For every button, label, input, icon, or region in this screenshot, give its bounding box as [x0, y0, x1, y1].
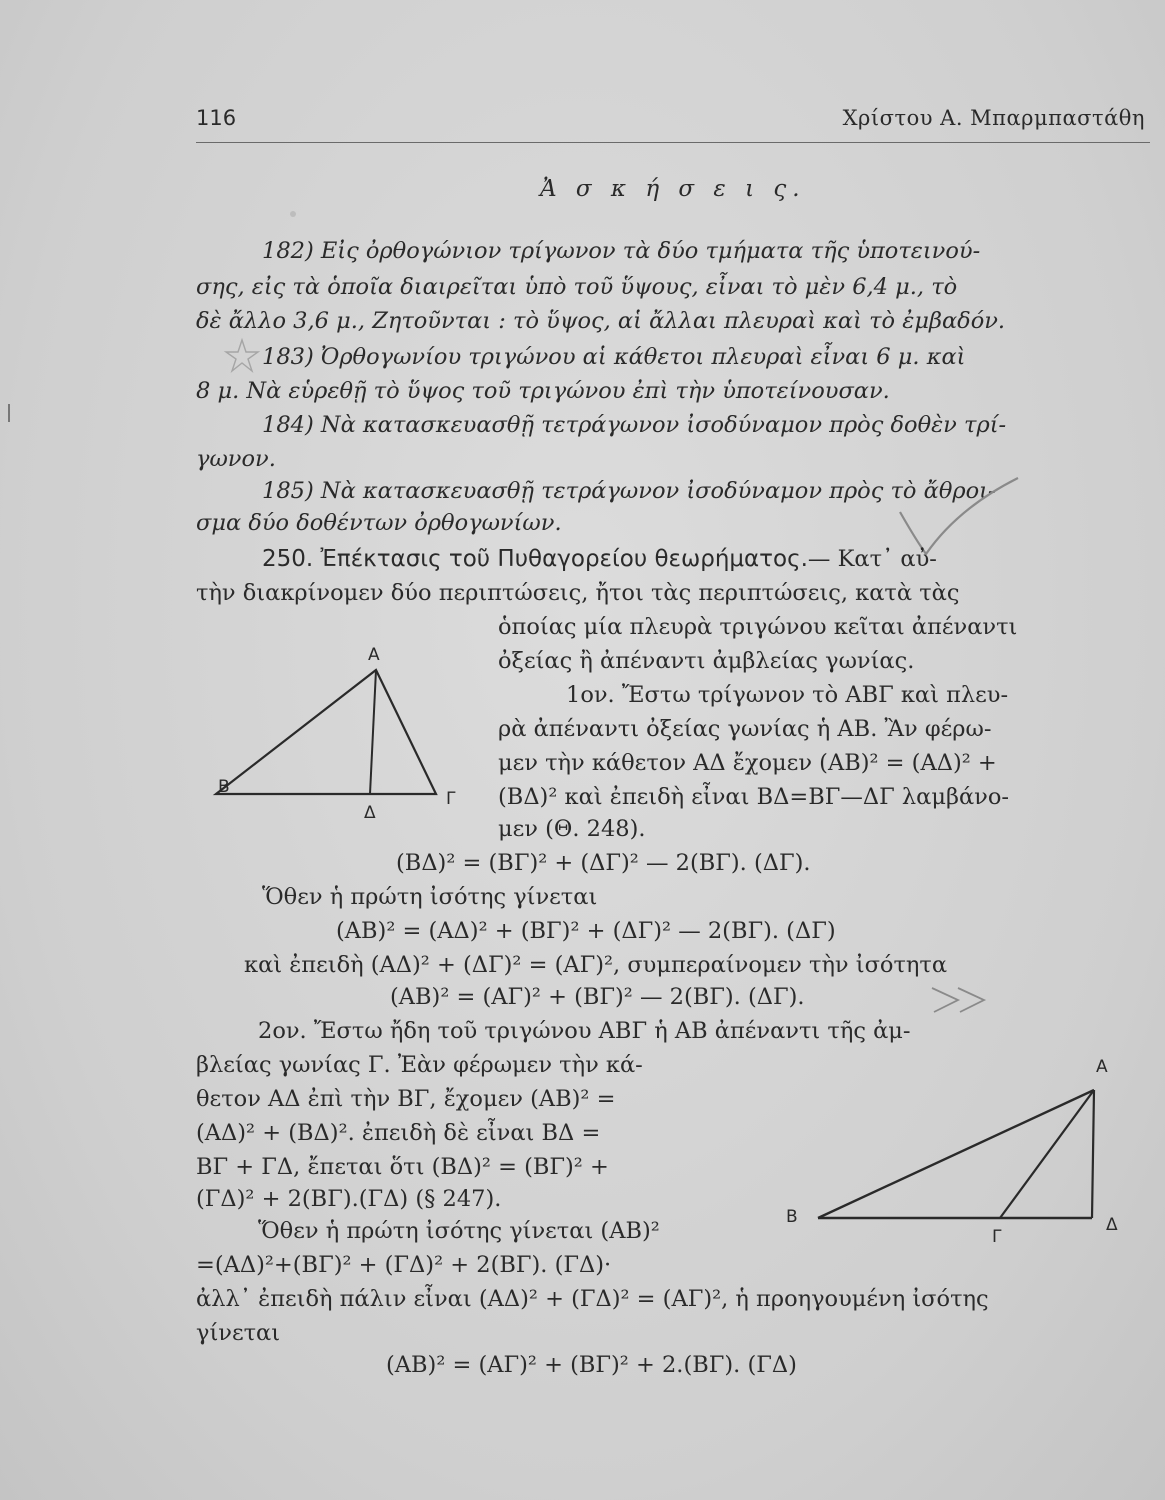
equation-acute-result: (ΑΒ)² = (ΑΓ)² + (ΒΓ)² — 2(ΒΓ). (ΔΓ). [390, 984, 805, 1010]
body-line: ὀξείας ἢ ἀπέναντι ἀμβλείας γωνίας. [498, 648, 915, 674]
section-250-heading: 250. Ἐπέκτασις τοῦ Πυθαγορείου θεωρήματος. [262, 546, 808, 572]
equation-obtuse-result: (ΑΒ)² = (ΑΓ)² + (ΒΓ)² + 2.(ΒΓ). (ΓΔ) [386, 1352, 797, 1378]
section-250-heading-tail: — Κατ᾽ αὐ- [807, 546, 937, 572]
exercise-182-line-2: σης, εἰς τὰ ὁποῖα διαιρεῖται ὑπὸ τοῦ ὕψους, εἶναι τὸ μὲν 6,4 μ., τὸ [196, 274, 958, 300]
vertex-label-g: Γ [446, 789, 456, 809]
section-250-heading-line [262, 544, 937, 574]
equation-bd-squared: (ΒΔ)² = (ΒΓ)² + (ΔΓ)² — 2(ΒΓ). (ΔΓ). [396, 850, 811, 876]
page-number: 116 [196, 106, 237, 130]
exercise-184-line-1: 184) Νὰ κατασκευασθῇ τετράγωνον ἰσοδύναμον πρὸς δοθὲν τρί- [262, 412, 1007, 438]
body-line: γίνεται [196, 1320, 281, 1346]
exercise-185-line-1: 185) Νὰ κατασκευασθῇ τετράγωνον ἰσοδύναμον πρὸς τὸ ἄθροι- [262, 478, 996, 504]
exercise-183-line-2: 8 μ. Νὰ εὑρεθῇ τὸ ὕψος τοῦ τριγώνου ἐπὶ τὴν ὑποτείνουσαν. [196, 378, 890, 404]
scan-speck [290, 211, 296, 217]
header-rule [196, 142, 1150, 143]
foot-label-d: Δ [1106, 1215, 1118, 1235]
figure-acute-triangle [200, 636, 480, 826]
vertex-label-a: Α [368, 645, 380, 665]
exercise-185-line-2: σμα δύο δοθέντων ὀρθογωνίων. [196, 510, 562, 536]
vertex-label-a: Α [1096, 1057, 1108, 1077]
body-line: μεν τὴν κάθετον ΑΔ ἔχομεν (ΑΒ)² = (ΑΔ)² + [498, 750, 997, 776]
handwritten-arrow-mark [928, 980, 1008, 1020]
vertex-label-b: Β [786, 1207, 798, 1227]
handwritten-star-mark [222, 336, 262, 376]
body-line: βλείας γωνίας Γ. Ἐὰν φέρωμεν τὴν κά- [196, 1052, 643, 1078]
body-line: Ὅθεν ἡ πρώτη ἰσότης γίνεται [262, 884, 598, 910]
equation-ab-squared-1: (ΑΒ)² = (ΑΔ)² + (ΒΓ)² + (ΔΓ)² — 2(ΒΓ). (ΔΓ) [336, 918, 836, 944]
body-line: μεν (Θ. 248). [498, 816, 646, 842]
body-line: ρὰ ἀπέναντι ὀξείας γωνίας ἡ ΑΒ. Ἂν φέρω- [498, 716, 992, 742]
exercise-183-line-1: 183) Ὀρθογωνίου τριγώνου αἱ κάθετοι πλευραὶ εἶναι 6 μ. καὶ [262, 344, 966, 370]
exercise-184-line-2: γωνον. [196, 446, 276, 472]
body-line: Ὅθεν ἡ πρώτη ἰσότης γίνεται (ΑΒ)² [258, 1218, 660, 1244]
exercise-182-line-1: 182) Εἰς ὀρθογώνιον τρίγωνον τὰ δύο τμήματα τῆς ὑποτεινού- [262, 238, 981, 264]
body-line: 1ον. Ἔστω τρίγωνον τὸ ΑΒΓ καὶ πλευ- [566, 682, 1009, 708]
foot-label-d: Δ [364, 803, 376, 823]
body-line: ΒΓ + ΓΔ, ἔπεται ὅτι (ΒΔ)² = (ΒΓ)² + [196, 1154, 609, 1180]
exercise-182-line-3: δὲ ἄλλο 3,6 μ., Ζητοῦνται : τὸ ὕψος, αἱ ἄλλαι πλευραὶ καὶ τὸ ἐμβαδόν. [196, 308, 1006, 334]
running-header-author: Χρίστου Α. Μπαρμπαστάθη [842, 106, 1145, 130]
body-line: =(ΑΔ)²+(ΒΓ)² + (ΓΔ)² + 2(ΒΓ). (ΓΔ)· [196, 1252, 612, 1278]
figure-obtuse-triangle [780, 1050, 1140, 1250]
vertex-label-g: Γ [992, 1227, 1002, 1247]
body-line: (ΒΔ)² καὶ ἐπειδὴ εἶναι ΒΔ=ΒΓ—ΔΓ λαμβάνο- [498, 784, 1009, 810]
exercises-title: Ἀ σ κ ή σ ε ι ς. [540, 176, 806, 202]
body-line: ὁποίας μία πλευρὰ τριγώνου κεῖται ἀπέναντι [498, 614, 1018, 640]
body-line: 2ον. Ἔστω ἤδη τοῦ τριγώνου ΑΒΓ ἡ ΑΒ ἀπέναντι τῆς ἀμ- [258, 1018, 911, 1044]
body-line: καὶ ἐπειδὴ (ΑΔ)² + (ΔΓ)² = (ΑΓ)², συμπεραίνομεν τὴν ἰσότητα [244, 952, 948, 978]
vertex-label-b: Β [218, 777, 230, 797]
body-line: ἀλλ᾽ ἐπειδὴ πάλιν εἶναι (ΑΔ)² + (ΓΔ)² = (ΑΓ)², ἡ προηγουμένη ἰσότης [196, 1286, 989, 1312]
body-line: (ΓΔ)² + 2(ΒΓ).(ΓΔ) (§ 247). [196, 1186, 502, 1212]
scan-edge-mark [8, 404, 10, 422]
body-line: (ΑΔ)² + (ΒΔ)². ἐπειδὴ δὲ εἶναι ΒΔ = [196, 1120, 601, 1146]
body-line: τὴν διακρίνομεν δύο περιπτώσεις, ἤτοι τὰς περιπτώσεις, κατὰ τὰς [196, 580, 960, 606]
body-line: θετον ΑΔ ἐπὶ τὴν ΒΓ, ἔχομεν (ΑΒ)² = [196, 1086, 616, 1112]
